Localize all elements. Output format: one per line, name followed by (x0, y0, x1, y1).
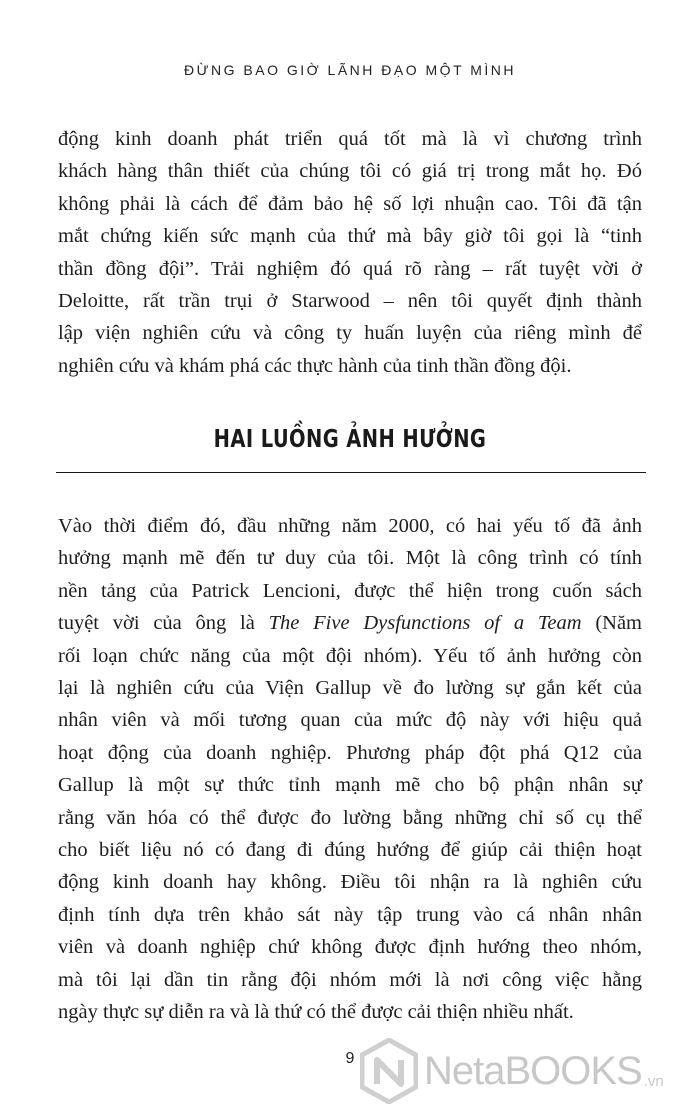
text-line: hưởng mạnh mẽ đến tư duy của tôi. Một là công trình có tính (58, 547, 642, 570)
text-line: Vào thời điểm đó, đầu những năm 2000, có hai yếu tố đã ảnh (58, 515, 642, 537)
text-line-with-book-title (58, 607, 642, 639)
text-line: rối loạn chức năng của một đội nhóm). Yếu tố ảnh hưởng còn (58, 644, 642, 667)
text-line: mắt chứng kiến sức mạnh của thứ mà bây giờ tôi gọi là “tinh (58, 225, 642, 248)
body-paragraph-2 (58, 510, 642, 1029)
text-line: lập viện nghiên cứu và công ty huấn luyện của riêng mình để (58, 322, 642, 345)
watermark-suffix: .vn (643, 1073, 664, 1090)
text-fragment: tuyệt vời của ông là (58, 612, 269, 635)
watermark-text: NetaBOOKS (424, 1048, 642, 1093)
body-paragraph-1 (58, 123, 642, 382)
book-title: The Five Dysfunctions of a Team (268, 612, 582, 635)
text-line: nghiên cứu và khám phá các thực hành của tinh thần đồng đội. (58, 354, 572, 377)
text-line: không phải là cách để đảm bảo hệ số lợi nhuận cao. Tôi đã tận (58, 192, 642, 215)
text-line: rằng văn hóa có thể được đo lường bằng những chỉ số cụ thể (58, 806, 642, 829)
text-line: ngày thực sự diễn ra và là thứ có thể được cải thiện nhiều nhất. (58, 1001, 574, 1024)
text-line: động kinh doanh hay không. Điều tôi nhận ra là nghiên cứu (58, 871, 642, 894)
text-line: Gallup là một sự thức tỉnh mạnh mẽ cho bộ phận nhân sự (58, 774, 642, 797)
text-line: Deloitte, rất trần trụi ở Starwood – nên tôi quyết định thành (58, 290, 642, 313)
netabooks-logo-icon (360, 1038, 418, 1104)
text-line: mà tôi lại dần tin rằng đội nhóm mới là nơi công việc hằng (58, 968, 642, 991)
text-line: nhân viên và mối tương quan của mức độ này với hiệu quả (58, 709, 642, 732)
section-heading: HAI LUỒNG ẢNH HƯỞNG (213, 424, 487, 453)
publisher-watermark (360, 1036, 664, 1106)
text-line: hoạt động của doanh nghiệp. Phương pháp đột phá Q12 của (58, 741, 642, 764)
text-line: thần đồng đội”. Trải nghiệm đó quá rõ ràng – rất tuyệt vời ở (58, 257, 642, 280)
text-line: cho biết liệu nó có đang đi đúng hướng để giúp cải thiện hoạt (58, 839, 642, 862)
text-line: nền tảng của Patrick Lencioni, được thể hiện trong cuốn sách (58, 579, 642, 602)
running-header-title: ĐỪNG BAO GIỜ LÃNH ĐẠO MỘT MÌNH (183, 62, 517, 78)
page-number: 9 (345, 1050, 355, 1067)
section-divider (56, 472, 646, 473)
text-fragment: (Năm (581, 612, 642, 635)
text-line: động kinh doanh phát triển quá tốt mà là vì chương trình (58, 128, 642, 150)
text-line: khách hàng thân thiết của chúng tôi có giá trị trong mắt họ. Đó (58, 160, 642, 183)
text-line: định tính dựa trên khảo sát này tập trung vào cá nhân nhân (58, 903, 642, 926)
text-line: lại là nghiên cứu của Viện Gallup về đo lường sự gắn kết của (58, 677, 642, 700)
text-line: viên và doanh nghiệp chứ không được định hướng theo nhóm, (58, 936, 642, 959)
